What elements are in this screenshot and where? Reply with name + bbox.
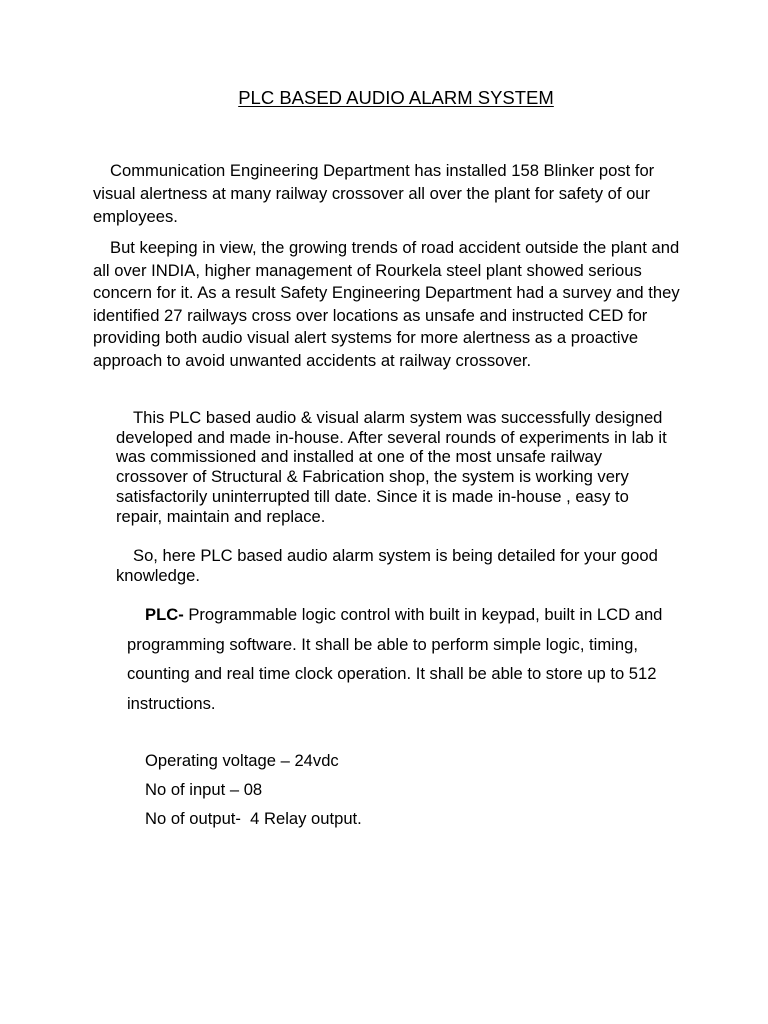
spec-outputs: No of output- 4 Relay output.: [145, 809, 362, 828]
paragraph-intro-text: Communication Engineering Department has installed 158 Blinker post for visual alertness at many railway crossover all over the plant for safety of our employees.: [93, 161, 655, 226]
paragraph-summary-text: So, here PLC based audio alarm system is being detailed for your good knowledge.: [116, 546, 658, 585]
spec-operating-voltage: Operating voltage – 24vdc: [145, 751, 339, 770]
paragraph-concern: [93, 237, 683, 373]
spec-inputs: No of input – 08: [145, 780, 263, 799]
paragraph-system-text: This PLC based audio & visual alarm system was successfully designed developed and made in-house. After several rounds of experiments in lab it was commissioned and installed at one of the most unsafe railway crossover of Structural & Fabrication shop, the system is working very satisfactorily uninterrupted till date. Since it is made in-house , easy to repair, maintain and replace.: [116, 408, 667, 526]
plc-term: PLC-: [145, 605, 184, 624]
paragraph-plc-definition: [127, 600, 687, 718]
paragraph-concern-text: But keeping in view, the growing trends of road accident outside the plant and all over INDIA, higher management of Rourkela steel plant showed serious concern for it. As a result Safety Engineering Department had a survey and they identified 27 railways cross over locations as unsafe and instructed CED for providing both audio visual alert systems for more alertness as a proactive approach to avoid unwanted accidents at railway crossover.: [93, 238, 680, 370]
document-title: PLC BASED AUDIO ALARM SYSTEM: [238, 87, 554, 108]
plc-definition-text: Programmable logic control with built in keypad, built in LCD and programming software. It shall be able to perform simple logic, timing, counting and real time clock operation. It shall be able to store up to 512 instructions.: [127, 605, 663, 713]
paragraph-summary: [116, 546, 676, 585]
paragraph-system: [116, 408, 676, 526]
paragraph-intro: [93, 159, 683, 228]
